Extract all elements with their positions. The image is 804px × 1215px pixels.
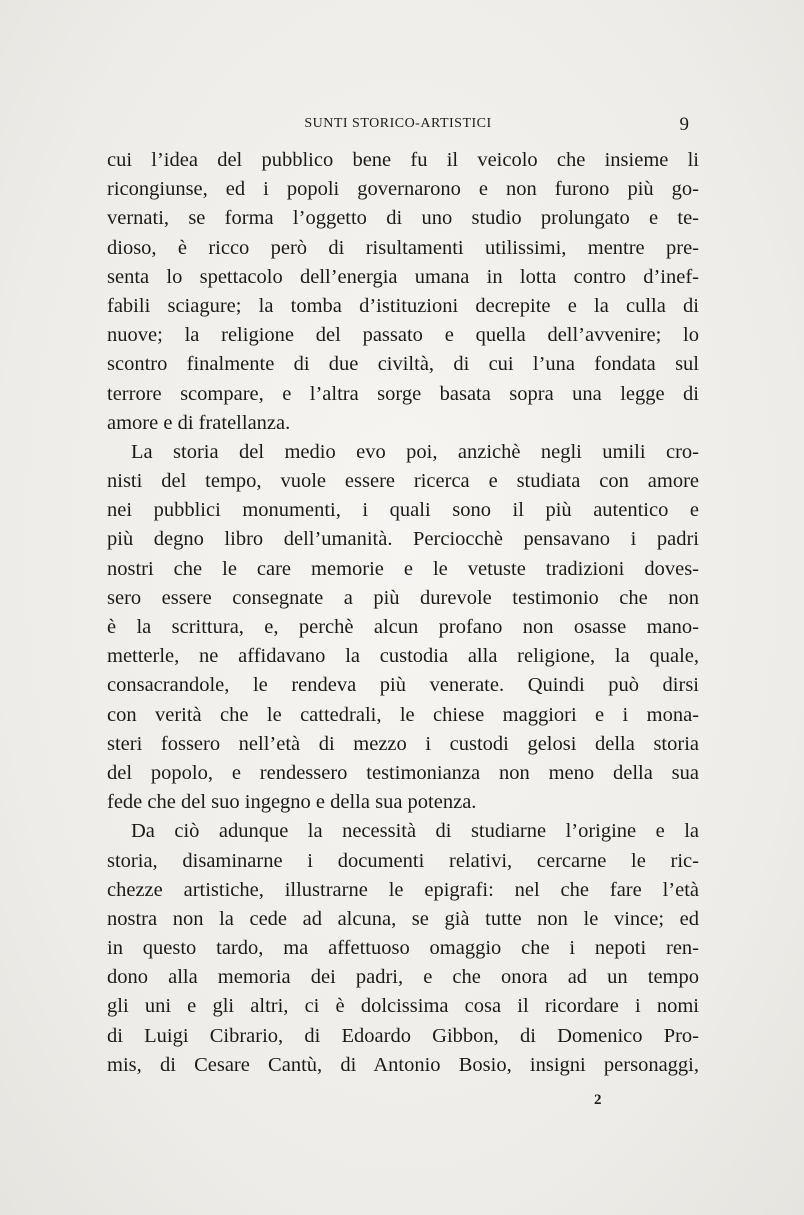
text-line: nostra non la cede ad alcuna, se già tutte non le vince; ed — [107, 907, 699, 930]
text-line: amore e di fratellanza. — [107, 411, 291, 434]
paragraph-start-line: La storia del medio evo poi, anzichè negli umili cro- — [131, 440, 699, 463]
text-line: metterle, ne affidavano la custodia alla religione, la quale, — [107, 645, 699, 668]
text-line: di Luigi Cibrario, di Edoardo Gibbon, di Domenico Pro- — [107, 1024, 699, 1047]
text-line: mis, di Cesare Cantù, di Antonio Bosio, insigni personaggi, — [107, 1053, 699, 1076]
text-line: storia, disaminarne i documenti relativi, cercarne le ric- — [107, 849, 699, 872]
text-line: cui l’idea del pubblico bene fu il veicolo che insieme li — [107, 149, 699, 171]
text-line: gli uni e gli altri, ci è dolcissima cosa il ricordare i nomi — [107, 995, 699, 1018]
text-line: nisti del tempo, vuole essere ricerca e studiata con amore — [107, 470, 699, 493]
text-line: fede che del suo ingegno e della sua potenza. — [107, 791, 477, 814]
text-line: nuove; la religione del passato e quella dell’avvenire; lo — [107, 324, 699, 347]
text-line: dono alla memoria dei padri, e che onora ad un tempo — [107, 966, 699, 989]
text-line: più degno libro dell’umanità. Perciocchè pensavano i padri — [107, 528, 699, 551]
page-number: 9 — [679, 114, 689, 135]
text-line: è la scrittura, e, perchè alcun profano non osasse mano- — [107, 616, 699, 638]
text-line: in questo tardo, ma affettuoso omaggio che i nepoti ren- — [107, 937, 699, 960]
text-line: nei pubblici monumenti, i quali sono il più autentico e — [107, 499, 699, 522]
text-line: dioso, è ricco però di risultamenti utilissimi, mentre pre- — [107, 236, 699, 259]
body-text — [107, 146, 699, 1080]
text-line: con verità che le cattedrali, le chiese maggiori e i mona- — [107, 703, 699, 726]
running-head: SUNTI STORICO-ARTISTICI — [304, 116, 492, 131]
text-line: terrore scompare, e l’altra sorge basata sopra una legge di — [107, 382, 699, 405]
text-line: consacrandole, le rendeva più venerate. Quindi può dirsi — [107, 674, 699, 697]
text-line: senta lo spettacolo dell’energia umana in lotta contro d’inef- — [107, 265, 699, 288]
text-line: chezze artistiche, illustrarne le epigrafi: nel che fare l’età — [107, 878, 699, 901]
text-line: vernati, se forma l’oggetto di uno studio prolungato e te- — [107, 207, 699, 230]
text-line: fabili sciagure; la tomba d’istituzioni decrepite e la culla di — [107, 294, 699, 317]
text-line: steri fossero nell’età di mezzo i custodi gelosi della storia — [107, 732, 699, 755]
text-line: sero essere consegnate a più durevole testimonio che non — [107, 586, 699, 609]
text-line: nostri che le care memorie e le vetuste tradizioni doves- — [107, 557, 699, 580]
text-line: del popolo, e rendessero testimonianza non meno della sua — [107, 761, 699, 784]
text-line: scontro finalmente di due civiltà, di cui l’una fondata sul — [107, 353, 699, 376]
text-line: ricongiunse, ed i popoli governarono e non furono più go- — [107, 178, 699, 201]
paragraph-start-line: Da ciò adunque la necessità di studiarne l’origine e la — [131, 820, 699, 843]
page-header — [107, 116, 689, 138]
signature-mark: 2 — [594, 1092, 602, 1108]
